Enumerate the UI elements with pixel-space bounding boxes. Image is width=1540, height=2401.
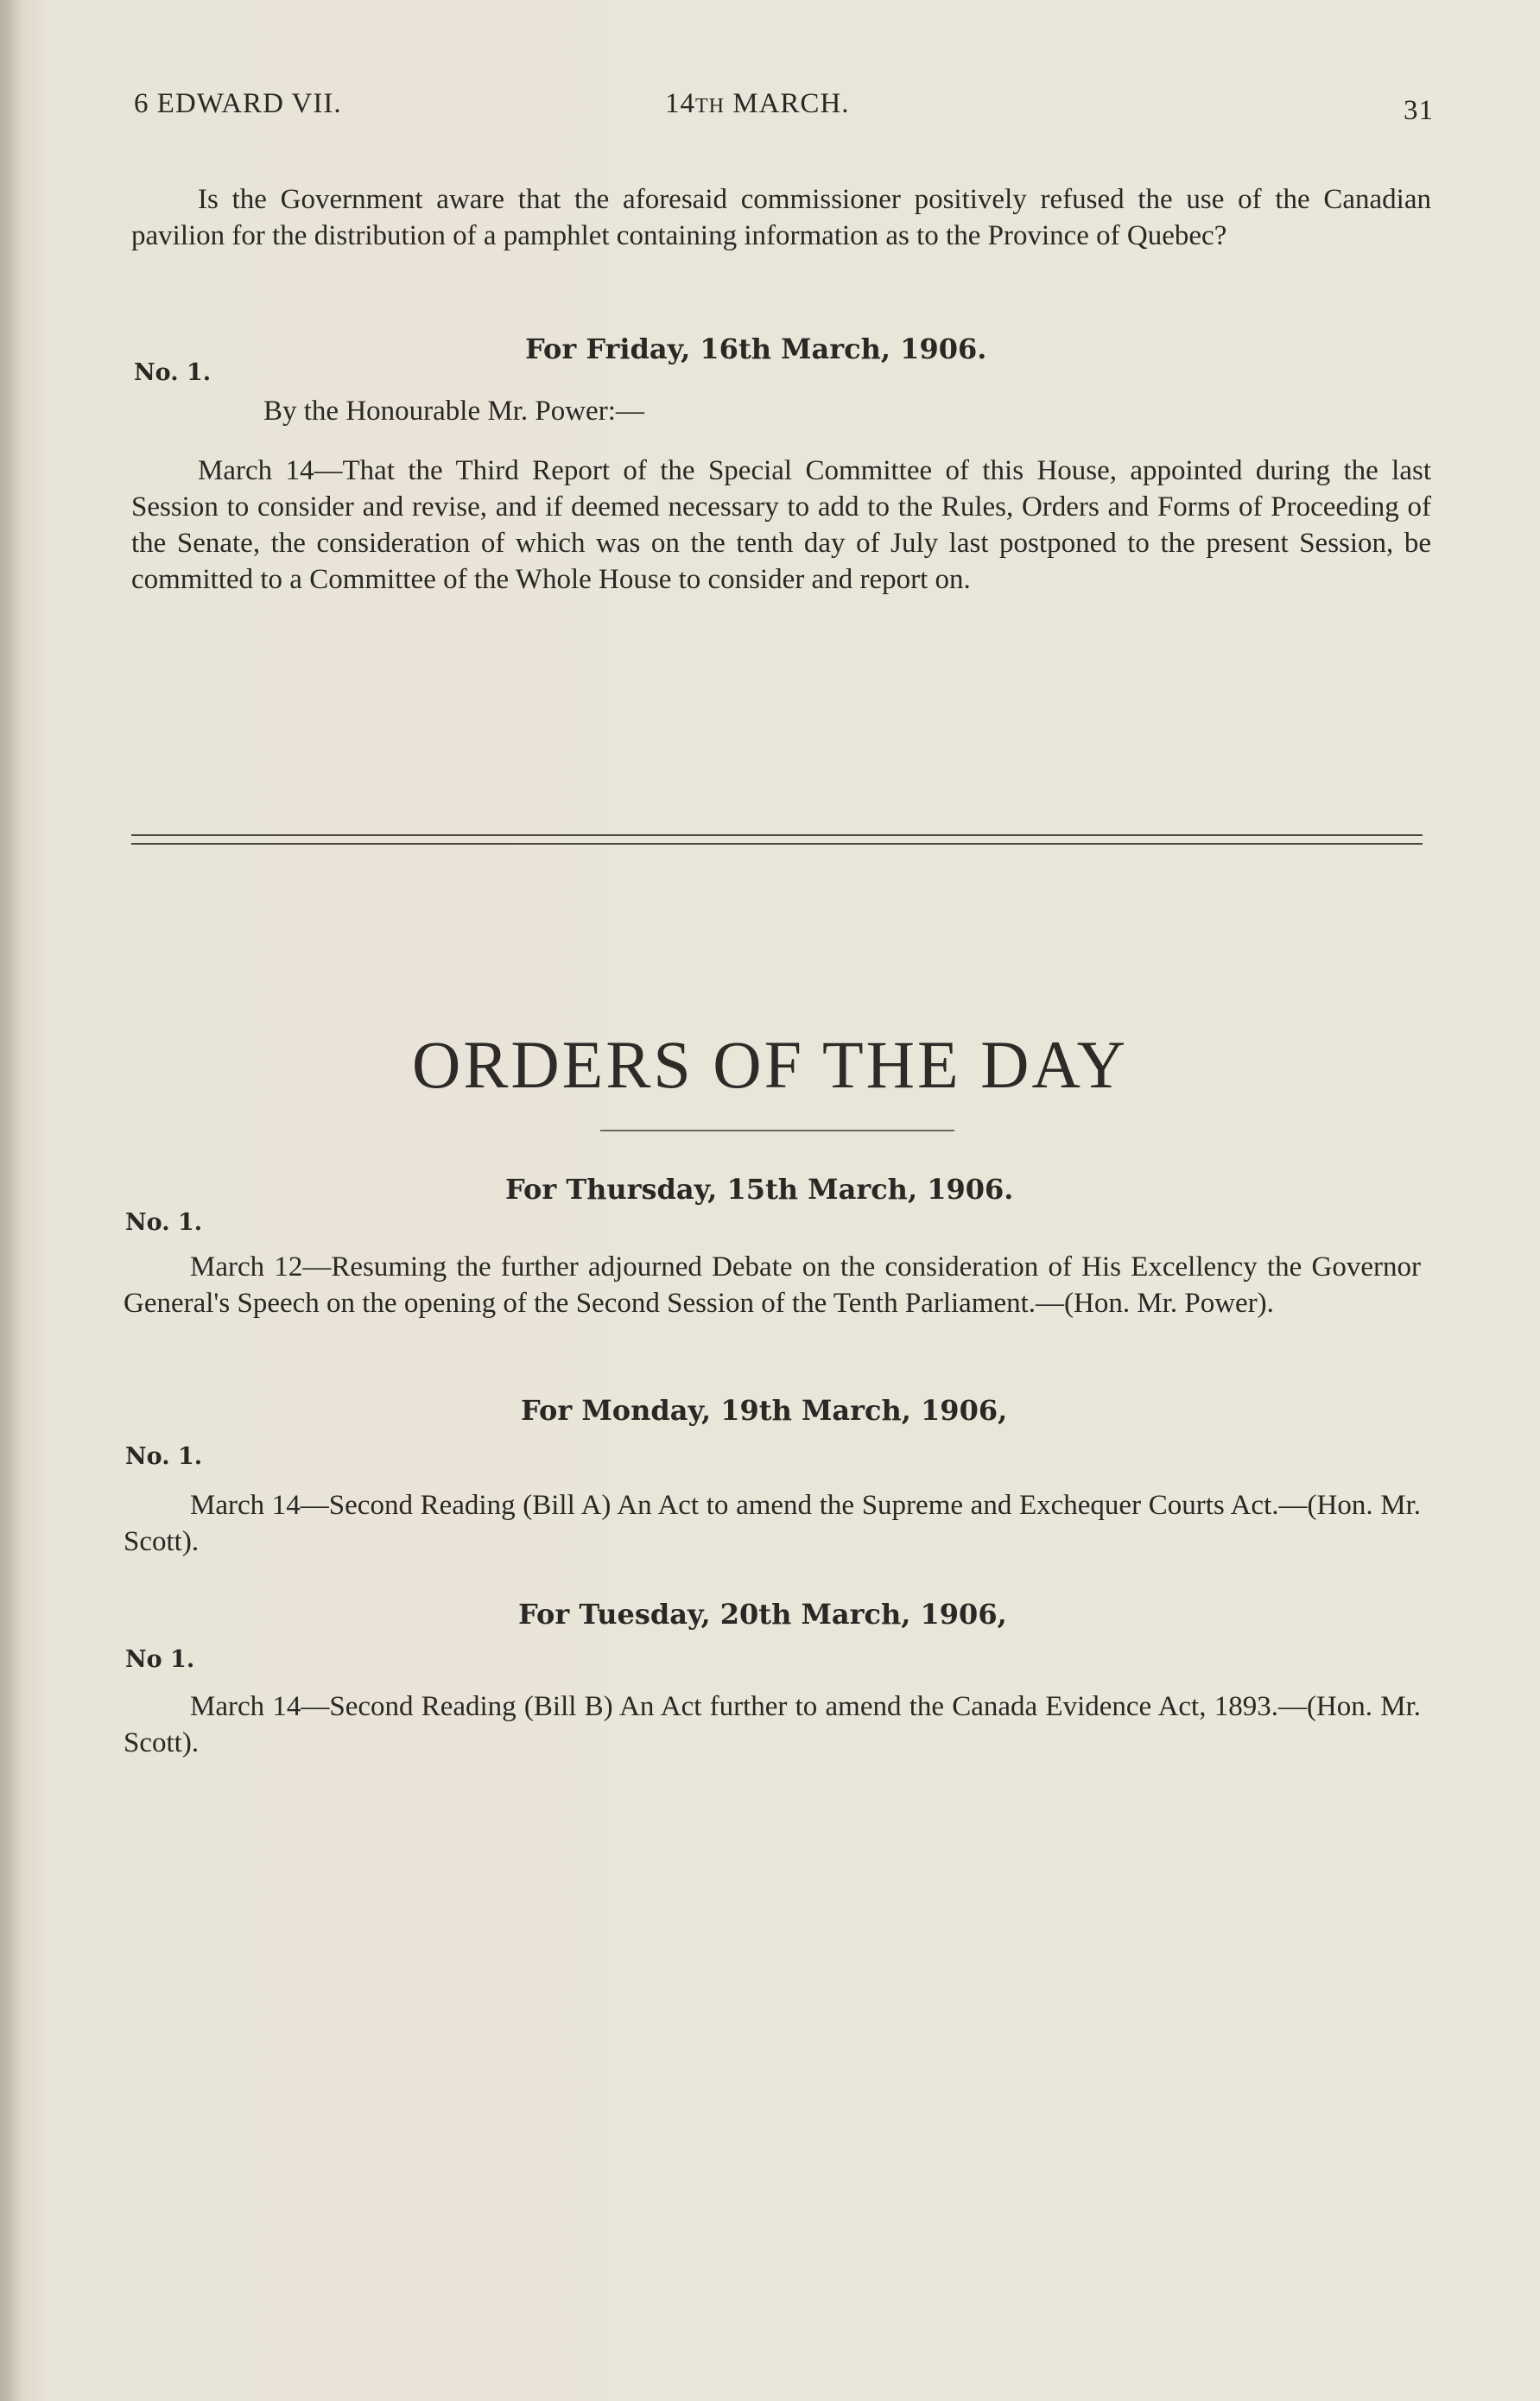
order-text-3 (124, 1688, 1421, 1761)
section-divider (131, 834, 1423, 845)
order-text-3-body: March 14—Second Reading (Bill B) An Act further to amend the Canada Evidence Act, 1893.—(Hon. Mr. Scott). (124, 1691, 1421, 1758)
header-date (665, 88, 850, 120)
order-text-2 (124, 1487, 1421, 1560)
order-number-2: No. 1. (125, 1443, 203, 1470)
order-heading-2: For Monday, 19th March, 1906, (521, 1394, 1008, 1427)
notice-heading: For Friday, 16th March, 1906. (525, 333, 987, 365)
header-day-suffix: TH (695, 95, 725, 117)
notice-mover: By the Honourable Mr. Power:— (263, 396, 644, 427)
notice-number: No. 1. (134, 359, 212, 386)
question-paragraph (131, 181, 1431, 254)
running-header (134, 88, 1434, 131)
notice-motion (131, 453, 1431, 598)
title-rule (600, 1130, 954, 1131)
order-text-1 (124, 1249, 1421, 1321)
page-gutter (0, 0, 22, 2401)
order-number-1: No. 1. (125, 1209, 203, 1236)
order-text-2-body: March 14—Second Reading (Bill A) An Act to amend the Supreme and Exchequer Courts Act.—(Hon. Mr. Scott). (124, 1490, 1421, 1557)
header-regnal-year: 6 EDWARD VII. (134, 88, 342, 119)
order-heading-1: For Thursday, 15th March, 1906. (505, 1173, 1014, 1206)
header-month: MARCH. (725, 88, 850, 119)
page-number: 31 (1404, 95, 1434, 126)
header-day: 14 (665, 88, 695, 119)
order-number-3: No 1. (125, 1646, 195, 1673)
orders-title: ORDERS OF THE DAY (412, 1027, 1128, 1102)
question-text: Is the Government aware that the aforesaid commissioner positively refused the use of the Canadian pavilion for the distribution of a pamphlet containing information as to the Province of Quebec? (131, 184, 1431, 251)
order-text-1-body: March 12—Resuming the further adjourned Debate on the consideration of His Excellency the Governor General's Speech on the opening of the Second Session of the Tenth Parliament.—(Hon. Mr. Power). (124, 1251, 1421, 1319)
order-heading-3: For Tuesday, 20th March, 1906, (518, 1598, 1007, 1631)
notice-motion-text: March 14—That the Third Report of the Special Committee of this House, appointed during the last Session to consider and revise, and if deemed necessary to add to the Rules, Orders and Forms of Proceeding of the Senate, the consideration of which was on the tenth day of July last postponed to the present Session, be committed to a Committee of the Whole House to consider and report on. (131, 455, 1431, 595)
